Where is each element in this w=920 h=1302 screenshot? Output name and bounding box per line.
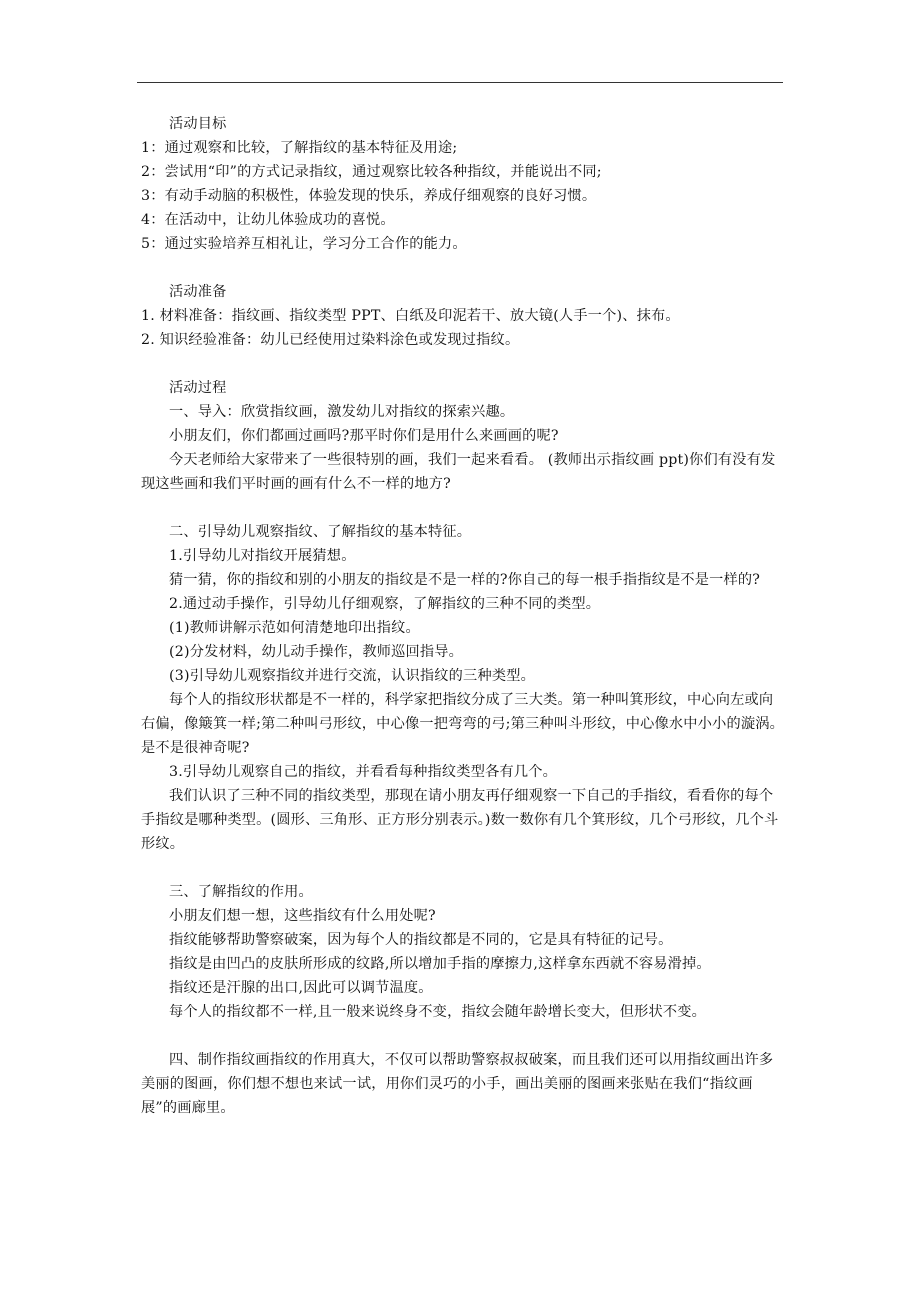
spacer xyxy=(141,1024,787,1048)
prep-item: 2. 知识经验准备：幼儿已经使用过染料涂色或发现过指纹。 xyxy=(141,332,520,348)
section-2-step-3-paragraph: 我们认识了三种不同的指纹类型，那现在请小朋友再仔细观察一下自己的手指纹，看看你的每个手指纹是哪种类型。(圆形、三角形、正方形分别表示。)数一数你有几个箕形纹，几个弓形纹，几个斗形纹。 xyxy=(141,788,779,852)
document-body xyxy=(141,112,787,1120)
header-rule xyxy=(137,82,783,83)
goals-heading: 活动目标 xyxy=(169,116,227,132)
section-2-substep: (1)教师讲解示范如何清楚地印出指纹。 xyxy=(169,620,420,636)
section-3-title: 三、了解指纹的作用。 xyxy=(169,884,313,900)
section-2-title: 二、引导幼儿观察指纹、了解指纹的基本特征。 xyxy=(169,524,472,540)
section-3-answer: 指纹能够帮助警察破案，因为每个人的指纹都是不同的，它是具有特征的记号。 xyxy=(169,932,673,948)
spacer xyxy=(141,352,787,376)
section-1-title: 一、导入：欣赏指纹画，激发幼儿对指纹的探索兴趣。 xyxy=(169,404,515,420)
spacer xyxy=(141,496,787,520)
goal-item: 1：通过观察和比较，了解指纹的基本特征及用途; xyxy=(141,140,458,156)
prep-item: 1. 材料准备：指纹画、指纹类型 PPT、白纸及印泥若干、放大镜(人手一个)、抹布。 xyxy=(141,308,680,324)
section-3-answer: 指纹是由凹凸的皮肤所形成的纹路,所以增加手指的摩擦力,这样拿东西就不容易滑掉。 xyxy=(169,956,711,972)
spacer xyxy=(141,856,787,880)
process-heading: 活动过程 xyxy=(169,380,227,396)
section-2-step-2: 2.通过动手操作，引导幼儿仔细观察，了解指纹的三种不同的类型。 xyxy=(169,596,601,612)
section-2-step-1-paragraph: 猜一猜，你的指纹和别的小朋友的指纹是不是一样的?你自己的每一根手指指纹是不是一样的? xyxy=(169,572,761,588)
spacer xyxy=(141,256,787,280)
section-4-paragraph: 四、制作指纹画指纹的作用真大，不仅可以帮助警察叔叔破案，而且我们还可以用指纹画出许多美丽的图画，你们想不想也来试一试，用你们灵巧的小手，画出美丽的图画来张贴在我们“指纹画展”的画廊里。 xyxy=(141,1052,774,1116)
goal-item: 3：有动手动脑的积极性，体验发现的快乐，养成仔细观察的良好习惯。 xyxy=(141,188,597,204)
goal-item: 5：通过实验培养互相礼让，学习分工合作的能力。 xyxy=(141,236,467,252)
section-2-step-1: 1.引导幼儿对指纹开展猜想。 xyxy=(169,548,356,564)
section-2-step-3: 3.引导幼儿观察自己的指纹，并看看每种指纹类型各有几个。 xyxy=(169,764,558,780)
section-3-answer: 每个人的指纹都不一样,且一般来说终身不变，指纹会随年龄增长变大，但形状不变。 xyxy=(169,1004,707,1020)
section-3-question: 小朋友们想一想，这些指纹有什么用处呢? xyxy=(169,908,436,924)
section-3-answer: 指纹还是汗腺的出口,因此可以调节温度。 xyxy=(169,980,433,996)
prep-heading: 活动准备 xyxy=(169,284,227,300)
section-1-question: 小朋友们，你们都画过画吗?那平时你们是用什么来画画的呢? xyxy=(169,428,559,444)
section-1-paragraph: 今天老师给大家带来了一些很特别的画，我们一起来看看。 (教师出示指纹画 ppt)你们有没有发现这些画和我们平时画的画有什么不一样的地方? xyxy=(141,452,776,492)
goal-item: 4：在活动中，让幼儿体验成功的喜悦。 xyxy=(141,212,395,228)
section-2-substep: (3)引导幼儿观察指纹并进行交流，认识指纹的三种类型。 xyxy=(169,668,535,684)
goal-item: 2：尝试用“印”的方式记录指纹，通过观察比较各种指纹，并能说出不同; xyxy=(141,164,602,180)
section-2-step-2-paragraph: 每个人的指纹形状都是不一样的，科学家把指纹分成了三大类。第一种叫箕形纹，中心向左或向右偏，像簸箕一样;第二种叫弓形纹，中心像一把弯弯的弓;第三种叫斗形纹，中心像水中小小的漩涡。是不是很神奇呢? xyxy=(141,692,785,756)
section-2-substep: (2)分发材料，幼儿动手操作，教师巡回指导。 xyxy=(169,644,464,660)
